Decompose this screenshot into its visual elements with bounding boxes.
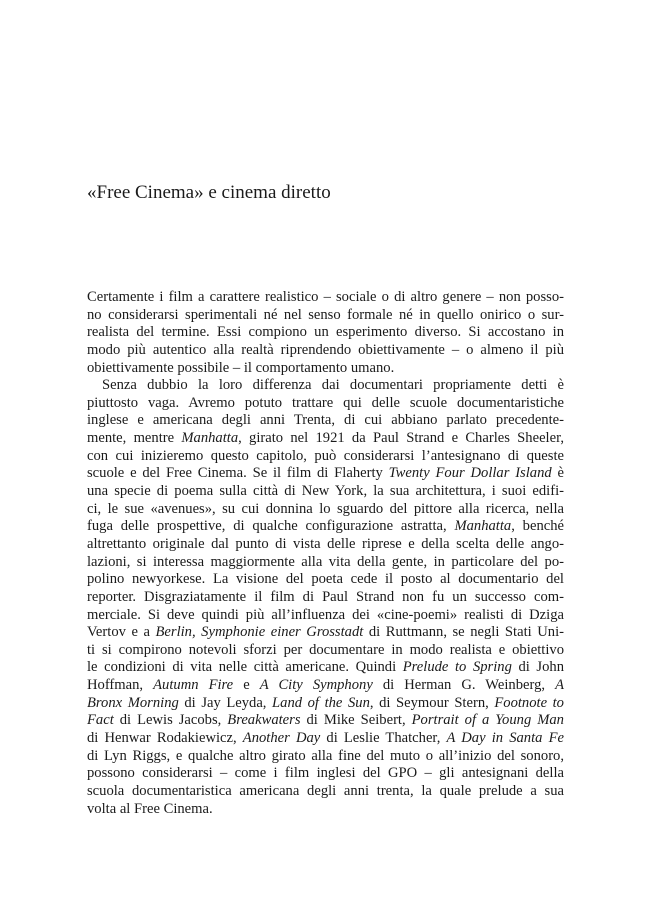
text-line xyxy=(87,430,564,448)
text-line xyxy=(87,712,564,730)
text-line xyxy=(87,536,564,554)
italic-title: Bronx Morning xyxy=(87,694,179,711)
text-segment: di Herman G. Weinberg, xyxy=(372,677,556,694)
text-segment: ci, le sue «avenues», su cui donnina lo sguardo del pittore alla ricerca, nella xyxy=(87,500,564,517)
text-segment: di John xyxy=(511,659,564,676)
text-segment: altrettanto originale dal punto di vista delle riprese e della scelta delle ango- xyxy=(87,535,564,552)
italic-title: A xyxy=(555,677,565,694)
italic-title: Manhatta xyxy=(181,430,239,447)
text-segment: e xyxy=(233,677,260,694)
text-segment: inglese e americana degli anni Trenta, di cui abbiano parlato precedente- xyxy=(87,412,564,429)
text-segment: , girato nel 1921 da Paul Strand e Charles Sheeler, xyxy=(238,430,564,447)
italic-title: Twenty Four Dollar Island xyxy=(388,465,552,482)
text-line xyxy=(87,324,564,342)
italic-title: Land of the Sun xyxy=(272,694,370,711)
italic-title: Berlin, Symphonie einer Grosstadt xyxy=(155,624,364,641)
text-segment: Hoffman, xyxy=(87,677,154,694)
chapter-title: «Free Cinema» e cinema diretto xyxy=(87,182,331,203)
text-line xyxy=(87,412,564,430)
text-line xyxy=(87,642,564,660)
text-segment: possono considerarsi – come i film inglesi del GPO – gli antesignani della xyxy=(87,765,564,782)
text-line xyxy=(87,395,564,413)
text-segment: è xyxy=(551,465,564,482)
text-line xyxy=(87,765,564,783)
text-line xyxy=(87,307,564,325)
text-line xyxy=(87,483,564,501)
text-segment: di Lewis Jacobs, xyxy=(113,712,228,729)
text-line xyxy=(87,360,564,378)
text-segment: realista del termine. Essi compiono un esperimento diverso. Si accostano in xyxy=(87,324,564,341)
body-text xyxy=(87,289,564,818)
text-line xyxy=(87,289,564,307)
text-segment: scuole e del Free Cinema. Se il film di Flaherty xyxy=(87,465,389,482)
text-segment: modo più autentico alla realtà riprendendo obiettivamente – o almeno il più xyxy=(87,341,564,358)
italic-title: Prelude to Spring xyxy=(402,659,512,676)
text-segment: no considerarsi sperimentali né nel senso formale né in quello onirico o sur- xyxy=(87,306,564,323)
italic-title: Breakwaters xyxy=(227,712,301,729)
text-line xyxy=(87,607,564,625)
text-line xyxy=(87,342,564,360)
text-line xyxy=(87,571,564,589)
text-segment: di Ruttmann, se negli Stati Uni- xyxy=(363,624,564,641)
text-segment: , benché xyxy=(511,518,564,535)
text-segment: piuttosto vaga. Avremo potuto trattare qui delle scuole documentaristiche xyxy=(87,394,564,411)
italic-title: Another Day xyxy=(242,730,321,747)
text-line xyxy=(87,589,564,607)
text-segment: le condizioni di vita nelle città americane. Quindi xyxy=(87,659,403,676)
text-segment: Vertov e a xyxy=(87,624,156,641)
text-segment: merciale. Si deve quindi più all’influenza dei «cine-poemi» realisti di Dziga xyxy=(87,606,564,623)
italic-title: Autumn Fire xyxy=(153,677,234,694)
text-line xyxy=(87,624,564,642)
italic-title: A City Symphony xyxy=(259,677,373,694)
text-segment: di Henwar Rodakiewicz, xyxy=(87,730,243,747)
text-segment: di Lyn Riggs, e qualche altro girato alla fine del muto o all’inizio del sonoro, xyxy=(87,747,564,764)
text-segment: con cui inizieremo questo capitolo, può considerarsi l’antesignano di queste xyxy=(87,447,564,464)
text-segment: polino newyorkese. La visione del poeta cede il posto al documentario del xyxy=(87,571,564,588)
text-line xyxy=(87,695,564,713)
text-segment: volta al Free Cinema. xyxy=(87,800,213,817)
text-segment: obiettivamente possibile – il comportamento umano. xyxy=(87,359,395,376)
italic-title: Fact xyxy=(87,712,114,729)
text-segment: Senza dubbio la loro differenza dai documentari propriamente detti è xyxy=(102,377,564,394)
text-line xyxy=(87,377,564,395)
text-segment: scuola documentaristica americana degli anni trenta, la quale prelude a sua xyxy=(87,782,564,799)
text-segment: di Leslie Thatcher, xyxy=(320,730,447,747)
text-segment: di Jay Leyda, xyxy=(178,694,273,711)
text-segment: di Mike Seibert, xyxy=(300,712,412,729)
text-segment: lazioni, si interessa maggiormente alla vita della gente, in particolare del po- xyxy=(87,553,564,570)
text-line xyxy=(87,501,564,519)
text-segment: fuga delle prospettive, di qualche configurazione astratta, xyxy=(87,518,455,535)
text-segment: ti si compirono notevoli sforzi per documentare in modo realista e obiettivo xyxy=(87,641,564,658)
italic-title: Manhatta xyxy=(454,518,512,535)
italic-title: A Day in Santa Fe xyxy=(446,730,564,747)
text-segment: reporter. Disgraziatamente il film di Paul Strand non fu un successo com- xyxy=(87,588,564,605)
text-line xyxy=(87,801,564,819)
text-line xyxy=(87,677,564,695)
text-segment: mente, mentre xyxy=(87,430,182,447)
text-line xyxy=(87,783,564,801)
text-segment: Certamente i film a carattere realistico – sociale o di altro genere – non posso- xyxy=(87,289,564,305)
text-line xyxy=(87,748,564,766)
italic-title: Portrait of a Young Man xyxy=(411,712,564,729)
text-line xyxy=(87,554,564,572)
text-line xyxy=(87,465,564,483)
text-segment: , di Seymour Stern, xyxy=(369,694,495,711)
text-segment: una specie di poema sulla città di New York, la sua architettura, i suoi edifi- xyxy=(87,483,564,500)
text-line xyxy=(87,448,564,466)
italic-title: Footnote to xyxy=(494,694,564,711)
text-line xyxy=(87,659,564,677)
text-line xyxy=(87,518,564,536)
text-line xyxy=(87,730,564,748)
